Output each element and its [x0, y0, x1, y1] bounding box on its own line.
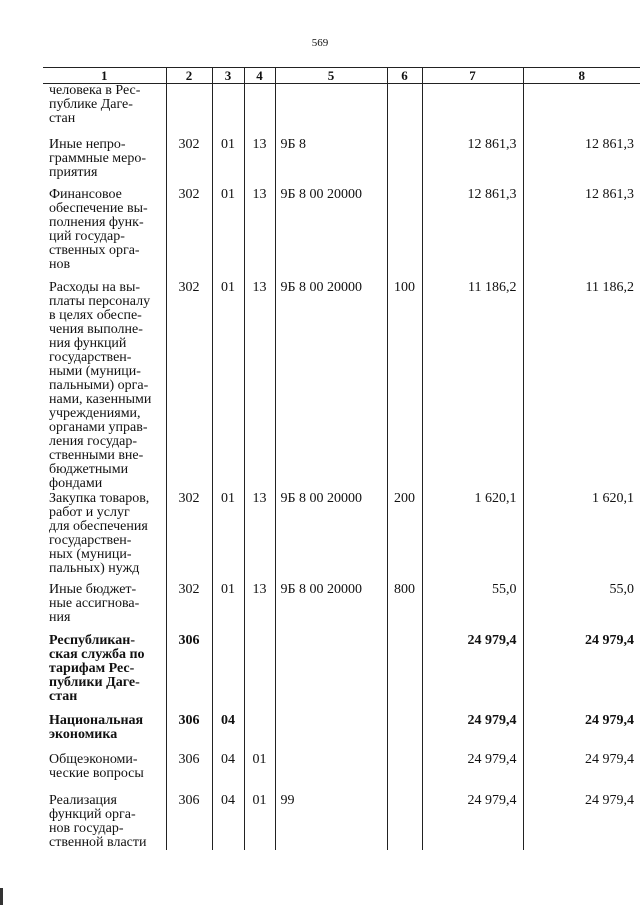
cell-admin-code: 306 — [166, 751, 212, 793]
table-row — [43, 187, 640, 279]
scan-edge-mark — [0, 888, 3, 905]
cell-target-article: 9Б 8 00 20000 — [275, 581, 387, 632]
cell-section — [212, 84, 244, 137]
cell-expense-type — [387, 793, 422, 850]
cell-target-article — [275, 712, 387, 751]
cell-section: 01 — [212, 581, 244, 632]
cell-amount-year1: 1 620,1 — [422, 491, 523, 581]
row-name: человека в Рес- публике Даге- стан — [49, 83, 141, 126]
table-row — [43, 491, 640, 581]
cell-amount-year2: 24 979,4 — [523, 751, 640, 793]
cell-admin-code: 302 — [166, 581, 212, 632]
header-col-5: 5 — [275, 68, 387, 84]
cell-amount-year1: 12 861,3 — [422, 136, 523, 187]
cell-subsection: 13 — [244, 136, 275, 187]
cell-admin-code: 302 — [166, 279, 212, 491]
cell-section: 01 — [212, 279, 244, 491]
cell-target-article: 99 — [275, 793, 387, 850]
table-row — [43, 84, 640, 137]
page-number: 569 — [311, 37, 329, 49]
cell-section: 01 — [212, 491, 244, 581]
cell-amount-year1 — [422, 84, 523, 137]
row-name: Финансовое обеспечение вы- полнения функ- ций государ- ственных орга- нов — [49, 187, 148, 272]
cell-expense-type — [387, 632, 422, 712]
cell-section — [212, 632, 244, 712]
row-name: Национальная экономика — [49, 713, 144, 742]
cell-amount-year1: 24 979,4 — [422, 712, 523, 751]
row-name: Республикан- ская служба по тарифам Рес- публики Даге- стан — [49, 633, 145, 704]
cell-admin-code: 302 — [166, 136, 212, 187]
row-name: Иные бюджет- ные ассигнова- ния — [49, 582, 140, 625]
cell-target-article — [275, 632, 387, 712]
table-row — [43, 712, 640, 751]
table-row — [43, 279, 640, 491]
header-col-7: 7 — [422, 68, 523, 84]
cell-subsection: 01 — [244, 751, 275, 793]
table-row — [43, 751, 640, 793]
row-name: Общеэкономи- ческие вопросы — [49, 752, 144, 781]
cell-amount-year2: 1 620,1 — [523, 491, 640, 581]
table-row — [43, 136, 640, 187]
cell-target-article: 9Б 8 00 20000 — [275, 491, 387, 581]
cell-section: 01 — [212, 136, 244, 187]
cell-subsection: 13 — [244, 279, 275, 491]
cell-target-article — [275, 84, 387, 137]
cell-amount-year1: 24 979,4 — [422, 793, 523, 850]
cell-section: 04 — [212, 793, 244, 850]
cell-expense-type — [387, 84, 422, 137]
cell-expense-type: 800 — [387, 581, 422, 632]
table-row — [43, 632, 640, 712]
cell-expense-type: 100 — [387, 279, 422, 491]
cell-amount-year2: 24 979,4 — [523, 793, 640, 850]
cell-amount-year2: 24 979,4 — [523, 632, 640, 712]
header-col-1: 1 — [43, 68, 166, 84]
cell-admin-code: 306 — [166, 793, 212, 850]
cell-section: 04 — [212, 712, 244, 751]
header-col-2: 2 — [166, 68, 212, 84]
cell-amount-year2: 12 861,3 — [523, 187, 640, 279]
cell-subsection — [244, 84, 275, 137]
cell-admin-code: 306 — [166, 632, 212, 712]
cell-target-article — [275, 751, 387, 793]
header-col-3: 3 — [212, 68, 244, 84]
table-row — [43, 581, 640, 632]
header-row — [43, 68, 640, 84]
table-body — [43, 84, 640, 851]
cell-amount-year2: 24 979,4 — [523, 712, 640, 751]
row-name: Закупка товаров, работ и услуг для обеспечения государствен- ных (муници- пальных) нужд — [49, 491, 150, 576]
cell-subsection: 13 — [244, 491, 275, 581]
cell-expense-type — [387, 712, 422, 751]
row-name: Реализация функций орга- нов государ- ственной власти — [49, 793, 147, 850]
header-col-8: 8 — [523, 68, 640, 84]
cell-admin-code — [166, 84, 212, 137]
cell-amount-year2: 55,0 — [523, 581, 640, 632]
cell-amount-year1: 24 979,4 — [422, 751, 523, 793]
cell-expense-type — [387, 751, 422, 793]
cell-target-article: 9Б 8 — [275, 136, 387, 187]
cell-admin-code: 306 — [166, 712, 212, 751]
cell-section: 04 — [212, 751, 244, 793]
cell-target-article: 9Б 8 00 20000 — [275, 187, 387, 279]
cell-expense-type — [387, 136, 422, 187]
cell-amount-year1: 11 186,2 — [422, 279, 523, 491]
cell-expense-type — [387, 187, 422, 279]
cell-amount-year1: 24 979,4 — [422, 632, 523, 712]
cell-amount-year2 — [523, 84, 640, 137]
cell-admin-code: 302 — [166, 187, 212, 279]
cell-admin-code: 302 — [166, 491, 212, 581]
cell-expense-type: 200 — [387, 491, 422, 581]
header-col-6: 6 — [387, 68, 422, 84]
cell-target-article: 9Б 8 00 20000 — [275, 279, 387, 491]
table-row — [43, 793, 640, 850]
cell-amount-year2: 12 861,3 — [523, 136, 640, 187]
header-col-4: 4 — [244, 68, 275, 84]
cell-subsection: 13 — [244, 187, 275, 279]
cell-subsection: 01 — [244, 793, 275, 850]
cell-subsection — [244, 712, 275, 751]
cell-amount-year1: 12 861,3 — [422, 187, 523, 279]
cell-amount-year1: 55,0 — [422, 581, 523, 632]
row-name: Расходы на вы- платы персоналу в целях обеспе- чения выполне- ния функций государствен- ными (муници- пальными) орга- нами, казенными учреждениями, органами управ- ления государ- ственными вне- бюджетными фондами — [49, 280, 152, 491]
cell-section: 01 — [212, 187, 244, 279]
cell-subsection — [244, 632, 275, 712]
row-name: Иные непро- граммные меро- приятия — [49, 137, 147, 180]
budget-table — [43, 67, 640, 850]
cell-amount-year2: 11 186,2 — [523, 279, 640, 491]
cell-subsection: 13 — [244, 581, 275, 632]
